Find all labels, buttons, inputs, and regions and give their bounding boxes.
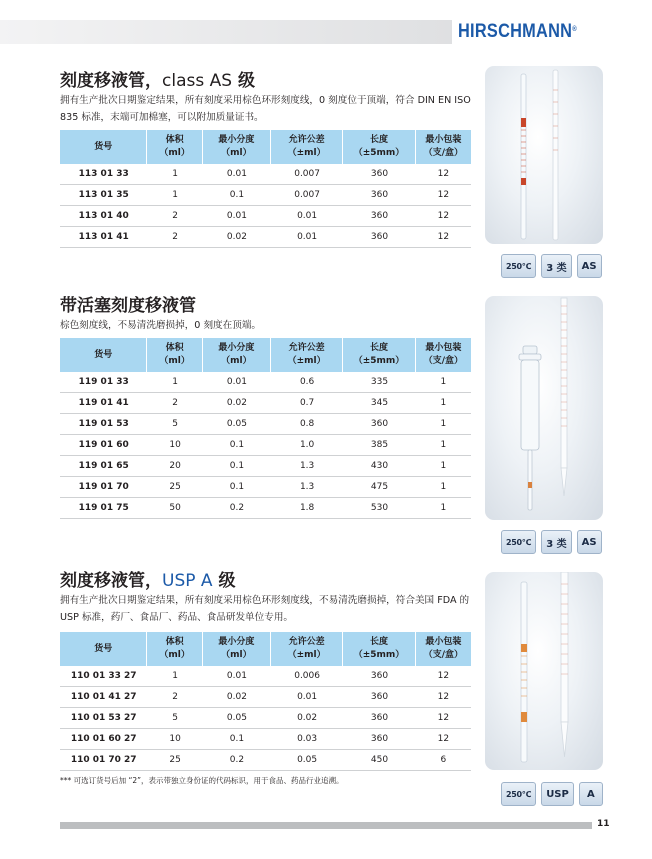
table-row <box>60 206 471 227</box>
pipette-with-stopcock-photo <box>485 296 603 520</box>
item-code-cell: 113 01 35 <box>60 185 147 206</box>
column-header: 允许公差 （±ml） <box>271 130 343 164</box>
table-cell: 20 <box>147 456 202 477</box>
column-header: 最小分度 （ml） <box>203 338 271 372</box>
table-cell: 0.1 <box>203 185 271 206</box>
table-cell: 0.01 <box>271 227 343 248</box>
table-cell: 0.05 <box>203 414 271 435</box>
table-cell: 360 <box>343 687 416 708</box>
table-cell: 1.3 <box>271 477 343 498</box>
item-code-cell: 110 01 33 27 <box>60 666 147 687</box>
table-cell: 1 <box>147 164 202 185</box>
table-cell: 360 <box>343 414 416 435</box>
table-cell: 0.02 <box>203 227 271 248</box>
graduated-pipette-photo <box>485 66 603 244</box>
table-row <box>60 666 471 687</box>
table-row <box>60 477 471 498</box>
table-cell: 1.8 <box>271 498 343 519</box>
column-header: 最小包装 （支/盒） <box>416 338 471 372</box>
table-cell: 0.01 <box>271 206 343 227</box>
column-header: 货号 <box>60 338 147 372</box>
table-cell: 12 <box>416 227 471 248</box>
table-cell: 25 <box>147 477 202 498</box>
table-cell: 0.01 <box>203 666 271 687</box>
table-cell: 0.6 <box>271 372 343 393</box>
table-cell: 530 <box>343 498 416 519</box>
table-cell: 1.3 <box>271 456 343 477</box>
table-cell: 2 <box>147 227 202 248</box>
table-cell: 1 <box>416 456 471 477</box>
table-row <box>60 750 471 771</box>
table-cell: 0.007 <box>271 185 343 206</box>
grade-badge: A <box>579 782 603 806</box>
table-cell: 12 <box>416 666 471 687</box>
table-row <box>60 393 471 414</box>
section-3-title: 刻度移液管，USP A 级 <box>60 571 236 591</box>
table-cell: 0.2 <box>203 750 271 771</box>
page-number: 11 <box>597 819 610 829</box>
column-header: 允许公差 （±ml） <box>271 338 343 372</box>
table-cell: 1 <box>416 414 471 435</box>
table-cell: 1 <box>416 498 471 519</box>
table-cell: 1 <box>416 477 471 498</box>
table-cell: 1 <box>416 372 471 393</box>
table-cell: 50 <box>147 498 202 519</box>
table-cell: 12 <box>416 708 471 729</box>
section-3-description: 拥有生产批次日期鉴定结果，所有刻度采用棕色环形刻度线，不易清洗磨损掉，符合美国 FDA 的 USP 标准，药厂、食品厂、药品、食品研发单位专用。 <box>60 595 470 623</box>
table-cell: 10 <box>147 435 202 456</box>
table-cell: 6 <box>416 750 471 771</box>
table-cell: 12 <box>416 729 471 750</box>
table-row <box>60 435 471 456</box>
table-cell: 0.007 <box>271 164 343 185</box>
table-row <box>60 708 471 729</box>
class-badge: 3 类 <box>541 530 571 554</box>
table-cell: 0.7 <box>271 393 343 414</box>
table-row <box>60 372 471 393</box>
table-cell: 12 <box>416 206 471 227</box>
footer-bar <box>60 822 592 829</box>
hirschmann-logo: HIRSCHMANN® <box>458 21 577 42</box>
item-code-cell: 110 01 60 27 <box>60 729 147 750</box>
item-code-cell: 113 01 40 <box>60 206 147 227</box>
table-cell: 2 <box>147 206 202 227</box>
header-band <box>0 20 452 44</box>
item-code-cell: 110 01 53 27 <box>60 708 147 729</box>
table-cell: 1.0 <box>271 435 343 456</box>
table-header-row <box>60 130 471 164</box>
table-row <box>60 164 471 185</box>
table-cell: 360 <box>343 185 416 206</box>
table-cell: 475 <box>343 477 416 498</box>
table-cell: 0.05 <box>203 708 271 729</box>
table-cell: 1 <box>147 185 202 206</box>
table-cell: 5 <box>147 708 202 729</box>
column-header: 最小包装 （支/盒） <box>416 632 471 666</box>
table-cell: 2 <box>147 687 202 708</box>
table-cell: 0.01 <box>203 372 271 393</box>
temperature-badge: 250℃ <box>501 782 536 806</box>
item-code-cell: 119 01 53 <box>60 414 147 435</box>
item-code-cell: 113 01 33 <box>60 164 147 185</box>
table-cell: 360 <box>343 164 416 185</box>
section-2-badges <box>501 530 602 554</box>
grade-badge: AS <box>577 254 602 278</box>
table-row <box>60 185 471 206</box>
item-code-cell: 119 01 65 <box>60 456 147 477</box>
table-row <box>60 498 471 519</box>
table-cell: 0.05 <box>271 750 343 771</box>
table-row <box>60 687 471 708</box>
column-header: 长度 （±5mm） <box>343 130 416 164</box>
table-cell: 5 <box>147 414 202 435</box>
column-header: 允许公差 （±ml） <box>271 632 343 666</box>
table-cell: 335 <box>343 372 416 393</box>
column-header: 长度 （±5mm） <box>343 632 416 666</box>
table-cell: 12 <box>416 164 471 185</box>
section-1-title: 刻度移液管，class AS 级 <box>60 71 255 91</box>
table-cell: 10 <box>147 729 202 750</box>
table-cell: 1 <box>147 666 202 687</box>
item-code-cell: 119 01 70 <box>60 477 147 498</box>
section-1-spec-table <box>60 130 471 248</box>
table-cell: 0.02 <box>203 687 271 708</box>
column-header: 货号 <box>60 632 147 666</box>
section-2-title: 带活塞刻度移液管 <box>60 296 196 316</box>
table-cell: 1 <box>147 372 202 393</box>
table-cell: 385 <box>343 435 416 456</box>
temperature-badge: 250℃ <box>501 530 536 554</box>
column-header: 货号 <box>60 130 147 164</box>
table-header-row <box>60 632 471 666</box>
column-header: 体积 （ml） <box>147 338 202 372</box>
table-cell: 0.1 <box>203 435 271 456</box>
table-cell: 0.006 <box>271 666 343 687</box>
table-cell: 450 <box>343 750 416 771</box>
section-3-badges <box>501 782 603 806</box>
column-header: 最小分度 （ml） <box>203 130 271 164</box>
table-cell: 25 <box>147 750 202 771</box>
item-code-cell: 119 01 41 <box>60 393 147 414</box>
column-header: 长度 （±5mm） <box>343 338 416 372</box>
table-cell: 0.03 <box>271 729 343 750</box>
table-cell: 0.01 <box>203 206 271 227</box>
table-row <box>60 456 471 477</box>
table-cell: 1 <box>416 435 471 456</box>
class-badge: 3 类 <box>541 254 571 278</box>
table-cell: 0.01 <box>203 164 271 185</box>
usp-badge: USP <box>541 782 574 806</box>
section-2-description: 棕色刻度线，不易清洗磨损掉，0 刻度在顶端。 <box>60 320 262 331</box>
table-cell: 360 <box>343 666 416 687</box>
table-cell: 430 <box>343 456 416 477</box>
usp-pipette-photo <box>485 572 603 770</box>
item-code-cell: 119 01 60 <box>60 435 147 456</box>
column-header: 最小包装 （支/盒） <box>416 130 471 164</box>
column-header: 体积 （ml） <box>147 130 202 164</box>
item-code-cell: 119 01 75 <box>60 498 147 519</box>
column-header: 最小分度 （ml） <box>203 632 271 666</box>
grade-badge: AS <box>577 530 602 554</box>
table-cell: 12 <box>416 687 471 708</box>
table-cell: 0.1 <box>203 729 271 750</box>
table-cell: 1 <box>416 393 471 414</box>
section-3-spec-table <box>60 632 471 771</box>
section-2-spec-table <box>60 338 471 519</box>
footnote: *** 可选订货号后加 “2”，表示带独立身份证的代码标识，用于食品、药品行业追溯。 <box>60 776 344 785</box>
table-cell: 360 <box>343 708 416 729</box>
item-code-cell: 119 01 33 <box>60 372 147 393</box>
table-cell: 360 <box>343 227 416 248</box>
section-1-description: 拥有生产批次日期鉴定结果，所有刻度采用棕色环形刻度线，0 刻度位于顶端，符合 DIN EN ISO 835 标准，末端可加棉塞，可以附加质量证书。 <box>60 95 471 123</box>
table-cell: 0.02 <box>271 708 343 729</box>
table-cell: 360 <box>343 206 416 227</box>
table-cell: 345 <box>343 393 416 414</box>
table-row <box>60 227 471 248</box>
table-cell: 0.8 <box>271 414 343 435</box>
table-cell: 0.1 <box>203 456 271 477</box>
section-1-badges <box>501 254 602 278</box>
table-cell: 0.1 <box>203 477 271 498</box>
table-header-row <box>60 338 471 372</box>
column-header: 体积 （ml） <box>147 632 202 666</box>
item-code-cell: 110 01 70 27 <box>60 750 147 771</box>
table-cell: 2 <box>147 393 202 414</box>
table-cell: 0.01 <box>271 687 343 708</box>
table-cell: 12 <box>416 185 471 206</box>
temperature-badge: 250℃ <box>501 254 536 278</box>
table-cell: 0.2 <box>203 498 271 519</box>
item-code-cell: 113 01 41 <box>60 227 147 248</box>
table-cell: 360 <box>343 729 416 750</box>
table-cell: 0.02 <box>203 393 271 414</box>
table-row <box>60 414 471 435</box>
table-row <box>60 729 471 750</box>
item-code-cell: 110 01 41 27 <box>60 687 147 708</box>
